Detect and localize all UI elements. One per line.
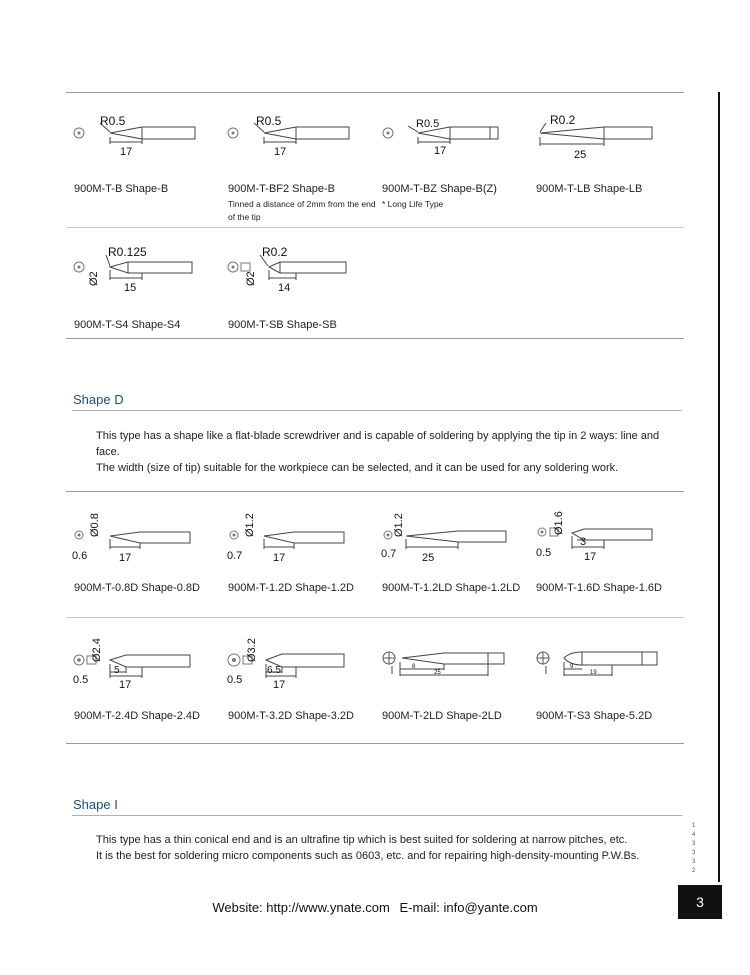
page-number: 3 [678, 885, 722, 919]
tip-caption: 900M-T-S4 Shape-S4 [74, 319, 181, 331]
tip-diagram [224, 110, 378, 170]
diameter-label: Ø2 [88, 271, 100, 286]
tip-cell-s4 [70, 240, 224, 360]
tip-diagram [532, 630, 686, 692]
thickness-label: 0.7 [227, 550, 243, 562]
tip-diagram [532, 110, 686, 170]
tip-cell-sb [224, 240, 378, 360]
shape-d-para1: This type has a shape like a flat-blade screwdriver and is capable of soldering by applying the tip in 2 ways: line and face. [96, 430, 660, 458]
tip-cell-2-4d [70, 630, 224, 750]
tip-cell-1-2ld [378, 505, 532, 625]
section-title-shape-d: Shape D [73, 392, 124, 407]
tip-diagram [70, 240, 224, 300]
shape-i-para1: This type has a thin conical end and is an ultrafine tip which is best suited for soldering at narrow pitches, etc. [96, 834, 628, 846]
thickness-label: 0.5 [227, 674, 243, 686]
tip-caption: 900M-T-1.2LD Shape-1.2LD [382, 582, 521, 594]
tip-caption: 900M-T-B Shape-B [74, 183, 169, 195]
length-label: 17 [273, 552, 286, 564]
length-label: 17 [584, 551, 597, 563]
tip-cell-lb [532, 110, 686, 230]
tip-caption: 900M-T-1.2D Shape-1.2D [228, 582, 354, 594]
shape-d-para2: The width (size of tip) suitable for the workpiece can be selected, and it can be used for any soldering work. [96, 462, 619, 474]
side-marks: 1 4 3 3 3 2 [692, 823, 696, 874]
length-label: 17 [119, 679, 132, 691]
radius-label: R0.2 [262, 245, 288, 259]
top-rule [66, 92, 684, 93]
diameter-label: Ø0.8 [89, 513, 101, 537]
diameter-label: Ø1.2 [393, 513, 405, 537]
radius-label: R0.2 [550, 113, 576, 127]
thickness-label: 0.7 [381, 548, 397, 560]
shape-d-description [96, 428, 676, 476]
length-label: 25 [574, 149, 587, 161]
section-rule [72, 410, 682, 411]
row-divider [66, 743, 684, 744]
tip-caption: 900M-T-BF2 Shape-B [228, 183, 335, 195]
tip-diagram [378, 505, 532, 567]
tip-diagram [224, 240, 378, 300]
length-label: 17 [273, 679, 286, 691]
length-label: 17 [434, 145, 447, 157]
tip-diagram [70, 505, 224, 567]
tip-caption: 900M-T-S3 Shape-5.2D [536, 710, 653, 722]
inner-length-label: 6.5 [267, 665, 281, 676]
length-label: 15 [124, 282, 137, 294]
tip-diagram [378, 110, 532, 170]
dim-a-label: 9 [570, 664, 574, 670]
tip-cell-bf2 [224, 110, 378, 230]
dim-a-label: 8 [412, 664, 416, 670]
length-label: 14 [278, 282, 291, 294]
tip-cell-bz [378, 110, 532, 230]
row-divider [66, 491, 684, 492]
length-label: 25 [422, 552, 435, 564]
radius-label: R0.5 [416, 118, 440, 130]
tip-diagram [70, 630, 224, 692]
tip-note: Tinned a distance of 2mm from the end of the tip [228, 199, 376, 222]
tip-cell-0-8d [70, 505, 224, 625]
footer-email: E-mail: info@yante.com [399, 900, 538, 915]
tip-diagram [224, 630, 378, 692]
section-rule [72, 815, 682, 816]
tip-caption: 900M-T-LB Shape-LB [536, 183, 643, 195]
diameter-label: Ø2 [245, 271, 257, 286]
tip-cell-1-2d [224, 505, 378, 625]
shape-i-description [96, 832, 676, 864]
diameter-label: Ø1.6 [553, 511, 565, 535]
radius-label: R0.125 [108, 245, 147, 259]
tip-caption: 900M-T-SB Shape-SB [228, 319, 337, 331]
row-divider [66, 617, 684, 618]
dim-b-label: 19 [590, 670, 597, 676]
tip-caption: 900M-T-0.8D Shape-0.8D [74, 582, 200, 594]
tip-caption: 900M-T-1.6D Shape-1.6D [536, 582, 662, 594]
tip-diagram [378, 630, 532, 692]
tip-cell-2ld [378, 630, 532, 750]
length-label: 17 [120, 146, 133, 158]
radius-label: R0.5 [100, 114, 126, 128]
tip-note: * Long Life Type [382, 199, 444, 209]
inner-length-label: 5 [114, 665, 120, 676]
tip-cell-b [70, 110, 224, 230]
inner-length-label: 3 [580, 536, 587, 548]
footer [0, 900, 750, 915]
dim-b-label: 25 [434, 670, 441, 676]
length-label: 17 [274, 146, 287, 158]
tip-cell-s3 [532, 630, 686, 750]
thickness-label: 0.5 [73, 674, 89, 686]
tip-diagram [224, 505, 378, 567]
shape-i-para2: It is the best for soldering micro components such as 0603, etc. and for repairing high-density-mounting P.W.Bs. [96, 850, 640, 862]
tip-cell-1-6d [532, 505, 686, 625]
footer-website: Website: http://www.ynate.com [212, 900, 390, 915]
radius-label: R0.5 [256, 114, 282, 128]
diameter-label: Ø1.2 [244, 513, 256, 537]
tip-cell-3-2d [224, 630, 378, 750]
tip-diagram [70, 110, 224, 170]
diameter-label: Ø2.4 [91, 638, 103, 662]
tip-caption: 900M-T-3.2D Shape-3.2D [228, 710, 354, 722]
thickness-label: 0.5 [536, 547, 552, 559]
length-label: 17 [119, 552, 132, 564]
page-edge-bar [718, 92, 720, 882]
tip-diagram [532, 505, 686, 567]
thickness-label: 0.6 [72, 550, 88, 562]
section-title-shape-i: Shape I [73, 797, 118, 812]
tip-caption: 900M-T-2.4D Shape-2.4D [74, 710, 200, 722]
tip-caption: 900M-T-BZ Shape-B(Z) [382, 183, 497, 195]
diameter-label: Ø3.2 [246, 638, 258, 662]
tip-caption: 900M-T-2LD Shape-2LD [382, 710, 502, 722]
